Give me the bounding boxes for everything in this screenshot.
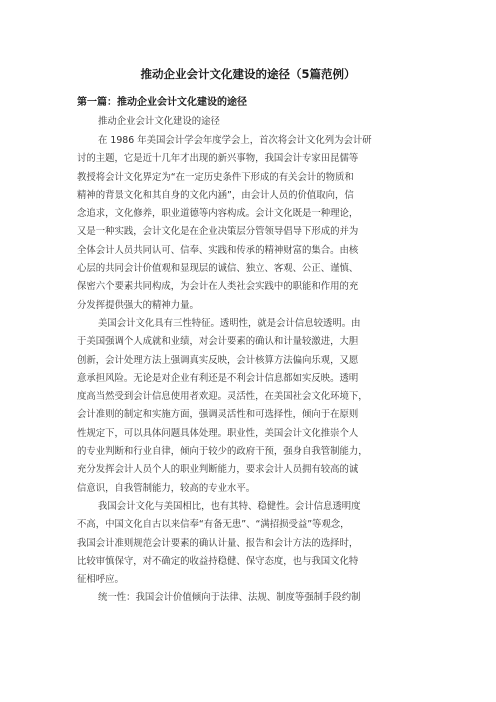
document-title: 推动企业会计文化建设的途径（5篇范例） (140, 67, 356, 81)
text-line: 会计准则的制定和实施方面，强调灵活性和可选择性，倾向于在原则 (77, 409, 359, 421)
text-line: 比较审慎保守，对不确定的收益持稳健、保守态度，也与我国文化特 (77, 555, 359, 567)
text-line: 创新，会计处理方法上强调真实反映，会计核算方法偏向乐观，又愿 (77, 354, 359, 366)
text-line: 于美国强调个人成就和业绩，对会计要素的确认和计量较激进，大胆 (77, 336, 359, 348)
text-line: 不高，中国文化自古以来信奉“有备无患”、“满招损受益”等观念， (77, 519, 350, 531)
text-line: 又是一种实践，会计文化是在企业决策层分管领导倡导下形成的并为 (77, 226, 359, 238)
text-line: 精神的背景文化和其自身的文化内涵”，由会计人员的价值取向，信 (77, 189, 354, 201)
text-line: 统一性：我国会计价值倾向于法律、法规、制度等强制手段约制 (98, 592, 361, 604)
paragraph-3 (77, 498, 423, 589)
paragraph-4 (77, 589, 423, 607)
text-line: 信意识，自我管制能力，较高的专业水平。 (77, 482, 256, 494)
text-line: 讨的主题，它是近十几年才出现的新兴事物，我国会计专家田昆儒等 (77, 153, 359, 165)
text-line: 充分发挥会计人员个人的职业判断能力，要求会计人员拥有较高的诚 (77, 464, 359, 476)
section-heading: 第一篇：推动企业会计文化建设的途径 (77, 97, 247, 108)
text-line: 保密六个要素共同构成，为会计在人类社会实践中的职能和作用的充 (77, 281, 359, 293)
body-text (77, 132, 423, 608)
text-line: 念追求，文化修养，职业道德等内容构成。会计文化既是一种理论， (77, 208, 359, 220)
text-line: 性规定下，可以具体问题具体处理。职业性，美国会计文化推崇个人 (77, 427, 359, 439)
text-line: 度高当然受到会计信息使用者欢迎。灵活性，在美国社会文化环境下， (77, 391, 368, 403)
text-line: 美国会计文化具有三性特征。透明性，就是会计信息较透明。由 (98, 317, 361, 329)
text-line: 我国会计文化与美国相比，也有其特、稳健性。会计信息透明度 (98, 500, 361, 512)
paragraph-2 (77, 315, 423, 498)
text-line: 意承担风险。无论是对企业有利还是不利会计信息都如实反映。透明 (77, 372, 359, 384)
text-line: 教授将会计文化界定为“在一定历史条件下形成的有关会计的物质和 (77, 171, 354, 183)
text-line: 在 1986 年美国会计学会年度学会上，首次将会计文化列为会计研 (98, 135, 372, 146)
text-line: 心层的共同会计价值观和显现层的诚信、独立、客观、公正、谨慎、 (77, 263, 359, 275)
paragraph-1 (77, 132, 423, 315)
text-line: 我国会计准则规范会计要素的确认计量、报告和会计方法的选择时， (77, 537, 359, 549)
text-line: 征相呼应。 (77, 574, 124, 586)
text-line: 全体会计人员共同认可、信奉、实践和传承的精神财富的集合。由核 (77, 244, 359, 256)
text-line: 分发挥提供强大的精神力量。 (77, 299, 199, 311)
section-subtitle: 推动企业会计文化建设的途径 (98, 116, 220, 127)
text-line: 的专业判断和行业自律，倾向于较少的政府干预，强身自我管制能力， (77, 446, 368, 458)
